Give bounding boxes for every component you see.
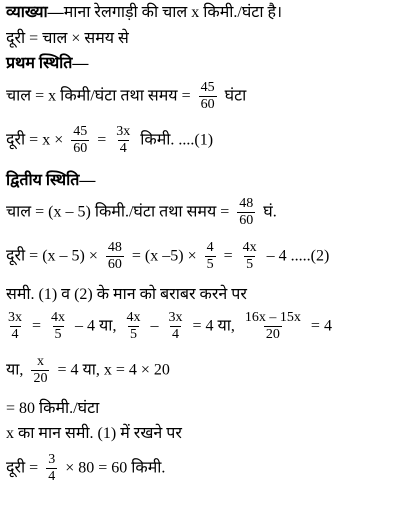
case2-distance-line [6,240,329,273]
heading-text: माना रेलगाड़ी की चाल x किमी./घंटा है। [63,4,283,21]
substitute-text: x का मान समी. (1) में रखने पर [6,425,182,442]
fraction-denominator: 60 [107,257,122,273]
fraction-numerator: 4x [126,310,141,325]
eq-text-3: = 4 [310,317,332,335]
ya-post: = 4 या, x = 4 × 20 [57,361,170,379]
case2-title [6,172,95,190]
case2-distance-pre: दूरी = (x – 5) × [6,247,98,265]
case1-distance-post: किमी. ....(1) [140,131,214,149]
fraction-numerator: 16x – 15x [244,310,301,325]
case1-fraction-a [71,124,89,157]
eq-text-2: = 4 या, [192,317,235,335]
eq-text-1: – 4 या, [75,317,117,335]
fraction-denominator: 60 [73,141,88,157]
ya-fraction [31,354,49,387]
case2-distance-post: – 4 .....(2) [266,247,330,265]
fraction-denominator: 4 [171,327,179,343]
distance-formula-line [6,30,129,48]
fraction-numerator: 3x [116,124,131,139]
result-line [6,400,99,418]
equation-line [6,310,332,343]
fraction-numerator: 4x [242,240,257,255]
eq-fraction-e [243,310,303,343]
fraction-numerator: 4 [206,240,214,255]
heading-line [6,4,282,22]
case1-time-fraction [199,80,217,113]
fraction-denominator: 20 [265,327,280,343]
fraction-numerator: 3x [8,310,22,325]
fraction-numerator: x [36,354,44,369]
fraction-denominator: 4 [119,141,127,157]
case1-speed-text: चाल = x किमी/घंटा तथा समय = [6,87,191,105]
fraction-denominator: 20 [33,371,48,387]
fraction-numerator: 3 [48,452,56,467]
eq-fraction-a [6,310,24,343]
case1-distance-pre: दूरी = x × [6,131,64,149]
fraction-denominator: 4 [11,327,19,343]
fraction-numerator: 48 [239,196,254,211]
compare-line [6,286,247,304]
case1-distance-line [6,124,213,157]
case1-title [6,55,88,73]
fraction-numerator: 45 [73,124,88,139]
case2-fraction-b [205,240,216,273]
distance-formula-text: दूरी = चाल × समय से [6,30,129,47]
fraction-denominator: 60 [239,213,254,229]
final-line [6,452,165,485]
case2-distance-mid: = (x –5) × [131,247,197,265]
equals-sign: = [223,247,233,265]
minus-sign: – [150,317,159,335]
case2-speed-line [6,196,277,229]
final-post: × 80 = 60 किमी. [65,459,166,477]
fraction-denominator: 60 [200,97,215,113]
case1-speed-unit: घंटा [224,87,247,105]
fraction-numerator: 3x [168,310,183,325]
case1-speed-line [6,80,246,113]
fraction-denominator: 5 [246,257,254,273]
result-text: = 80 किमी./घंटा [6,400,100,417]
fraction-numerator: 48 [107,240,122,255]
eq-fraction-b [49,310,67,343]
equals-sign: = [97,131,107,149]
case2-fraction-a [106,240,124,273]
case1-fraction-b [114,124,132,157]
equals-sign: = [32,317,42,335]
case2-fraction-c [241,240,259,273]
case2-speed-text: चाल = (x – 5) किमी./घंटा तथा समय = [6,203,230,221]
final-fraction [46,452,57,485]
heading-label: व्याख्या— [6,4,64,21]
fraction-denominator: 4 [48,469,56,485]
eq-fraction-d [166,310,184,343]
fraction-numerator: 4x [51,310,66,325]
ya-pre: या, [6,361,24,379]
fraction-numerator: 45 [200,80,215,95]
case2-speed-unit: घं. [263,203,277,221]
final-pre: दूरी = [6,459,39,477]
fraction-denominator: 5 [54,327,62,343]
ya-line [6,354,170,387]
fraction-denominator: 5 [129,327,137,343]
fraction-denominator: 5 [206,257,214,273]
case2-time-fraction [237,196,255,229]
substitute-line [6,425,182,443]
case2-title-text: द्वितीय स्थिति— [6,172,96,189]
case1-title-text: प्रथम स्थिति— [6,55,89,72]
compare-text: समी. (1) व (2) के मान को बराबर करने पर [6,286,247,303]
eq-fraction-c [124,310,142,343]
